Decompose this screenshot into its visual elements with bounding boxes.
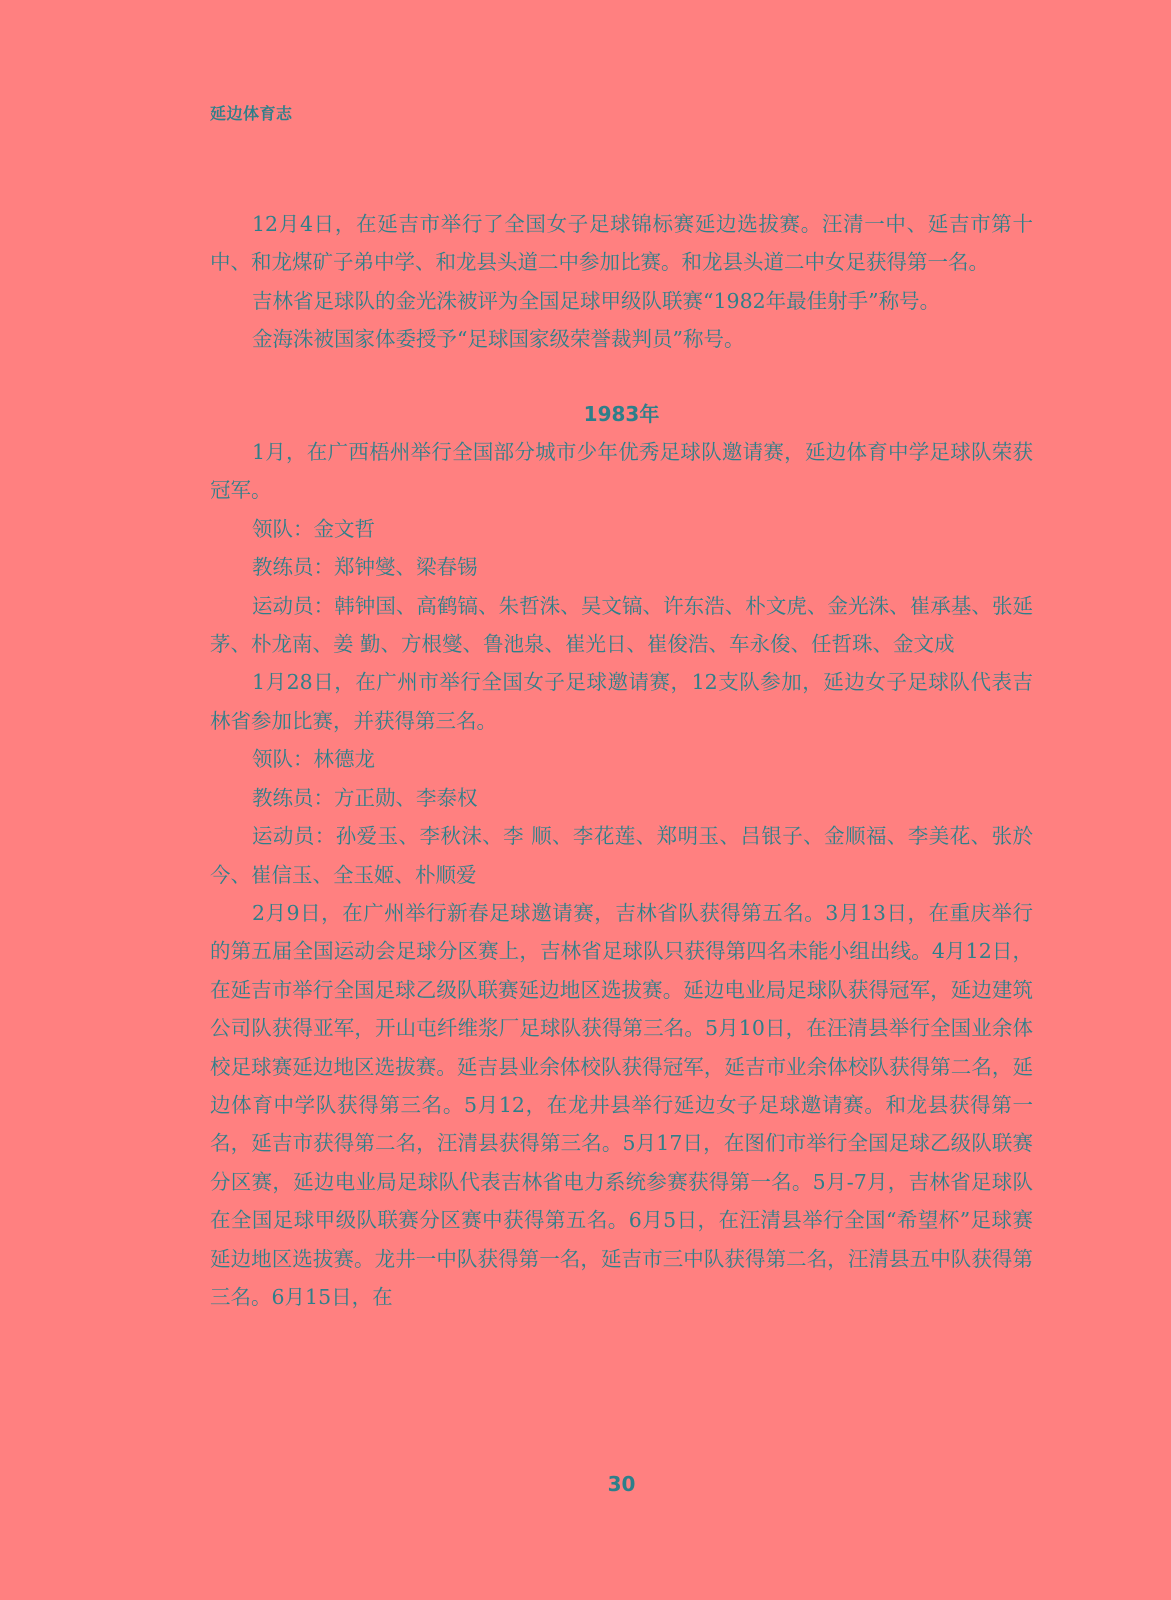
paragraph: 领队：金文哲 (252, 516, 375, 541)
year-heading: 1983年 (583, 401, 660, 426)
paragraph: 1月28日，在广州市举行全国女子足球邀请赛，12支队参加，延边女子足球队代表吉林省参加比赛，并获得第三名。 (210, 670, 1033, 733)
paragraph: 运动员：韩钟国、高鹤镐、朱哲洙、吴文镐、许东浩、朴文虎、金光洙、崔承基、张延茅、朴龙南、姜 勤、方根燮、鲁池泉、崔光日、崔俊浩、车永俊、任哲珠、金文成 (210, 593, 1033, 657)
paragraph: 吉林省足球队的金光洙被评为全国足球甲级队联赛“1982年最佳射手”称号。 (252, 288, 941, 313)
paragraph: 1月，在广西梧州举行全国部分城市少年优秀足球队邀请赛，延边体育中学足球队荣获冠军。 (210, 440, 1033, 503)
paragraph: 运动员：孙爱玉、李秋沫、李 顺、李花莲、郑明玉、吕银子、金顺福、李美花、张於今、崔信玉、全玉姬、朴顺爱 (210, 824, 1033, 887)
paragraph: 教练员：方正勋、李泰权 (252, 785, 478, 810)
paragraph: 领队：林德龙 (252, 747, 375, 772)
running-header: 延边体育志 (210, 104, 293, 123)
page-number: 30 (607, 1472, 636, 1496)
body-text (210, 205, 1033, 1316)
paragraph: 12月4日，在延吉市举行了全国女子足球锦标赛延边选拔赛。汪清一中、延吉市第十中、和龙煤矿子弟中学、和龙县头道二中参加比赛。和龙县头道二中女足获得第一名。 (210, 212, 1033, 275)
paragraph: 金海洙被国家体委授予“足球国家级荣誉裁判员”称号。 (252, 327, 745, 352)
paragraph: 2月9日，在广州举行新春足球邀请赛，吉林省队获得第五名。3月13日，在重庆举行的第五届全国运动会足球分区赛上，吉林省足球队只获得第四名未能小组出线。4月12日，在延吉市举行全国足球乙级队联赛延边地区选拔赛。延边电业局足球队获得冠军，延边建筑公司队获得亚军，开山屯纤维浆厂足球队获得第三名。5月10日，在汪清县举行全国业余体校足球赛延边地区选拔赛。延吉县业余体校队获得冠军，延吉市业余体校队获得第二名，延边体育中学队获得第三名。5月12，在龙井县举行延边女子足球邀请赛。和龙县获得第一名，延吉市获得第二名，汪清县获得第三名。5月17日，在图们市举行全国足球乙级队联赛分区赛，延边电业局足球队代表吉林省电力系统参赛获得第一名。5月-7月，吉林省足球队在全国足球甲级队联赛分区赛中获得第五名。6月5日，在汪清县举行全国“希望杯”足球赛延边地区选拔赛。龙井一中队获得第一名，延吉市三中队获得第二名，汪清县五中队获得第三名。6月15日，在 (210, 900, 1033, 1309)
paragraph: 教练员：郑钟燮、梁春锡 (252, 555, 478, 580)
